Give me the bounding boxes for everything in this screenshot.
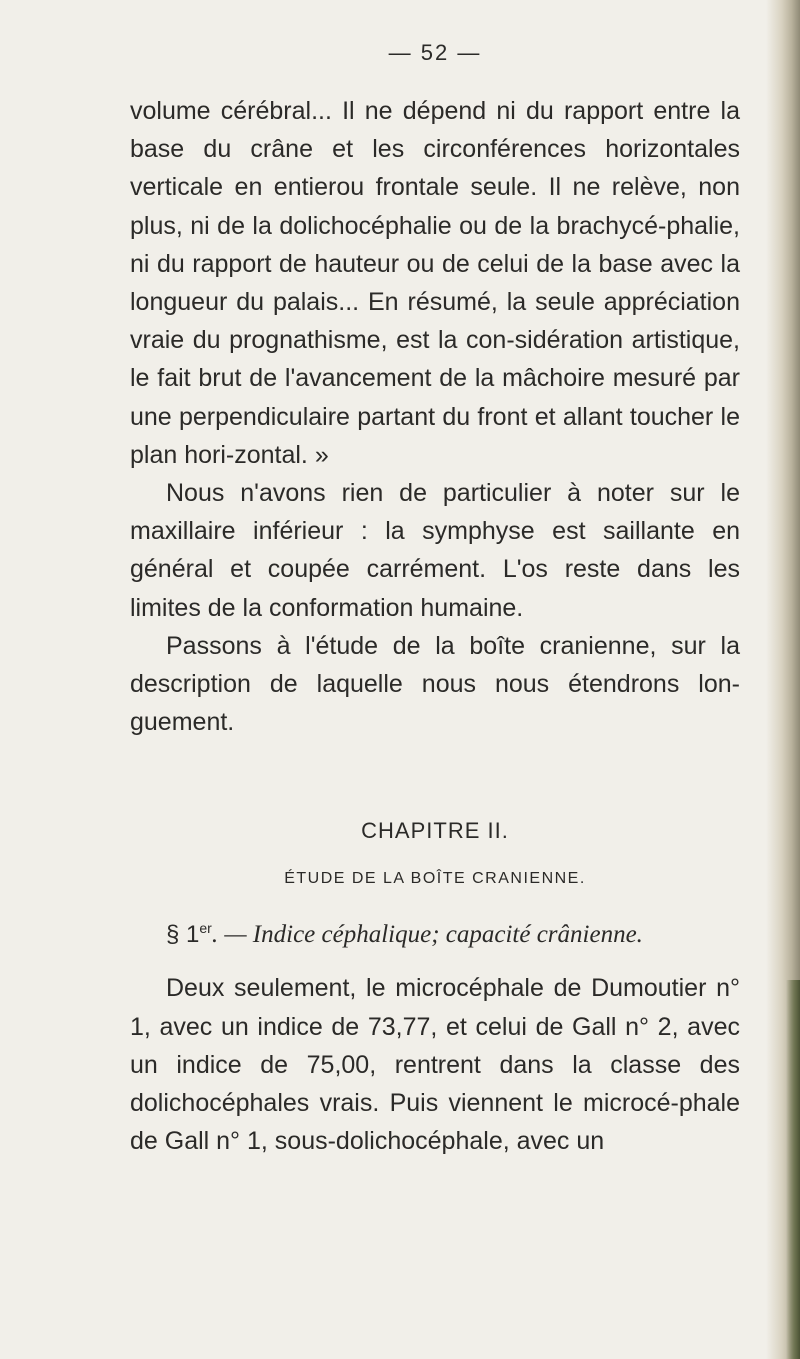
section-symbol: § 1 xyxy=(166,921,200,949)
page-number: — 52 — xyxy=(388,40,482,65)
page-edge-stain xyxy=(786,980,800,1359)
section-heading xyxy=(130,908,740,955)
chapter-subtitle: ÉTUDE DE LA BOÎTE CRANIENNE. xyxy=(284,870,586,888)
paragraph-boite-cranienne: Passons à l'étude de la boîte cranienne, sur la description de laquelle nous nous étendrons lon-guement. xyxy=(130,631,740,737)
section-ordinal: er xyxy=(199,920,212,937)
chapter-title: CHAPITRE II. xyxy=(361,818,509,844)
section-title: . — Indice céphalique; capacité crânienne. xyxy=(211,921,643,949)
paragraph-continued: volume cérébral... Il ne dépend ni du rapport entre la base du crâne et les circonférences horizontales verticale en entierou frontale seule. Il ne relève, non plus, ni de la dolichocéphalie ou de la brachycé-phalie, ni du rapport de hauteur ou de celui de la base avec la longueur du palais... En résumé, la seule appréciation vraie du prognathisme, est la con-sidération artistique, le fait brut de l'avancement de la mâchoire mesuré par une perpendiculaire partant du front et allant toucher le plan hori-zontal. » xyxy=(130,97,740,469)
book-page xyxy=(130,40,740,1160)
paragraph-indices: Deux seulement, le microcéphale de Dumoutier n° 1, avec un indice de 73,77, et celui de Gall n° 2, avec un indice de 75,00, rentrent dans la classe des dolichocéphales vrais. Puis viennent le microcé-phale de Gall n° 1, sous-dolichocéphale, avec un xyxy=(130,974,740,1156)
paragraph-maxillaire: Nous n'avons rien de particulier à noter sur le maxillaire inférieur : la symphyse est saillante en général et coupée carrément. L'os reste dans les limites de la conformation humaine. xyxy=(130,479,740,622)
